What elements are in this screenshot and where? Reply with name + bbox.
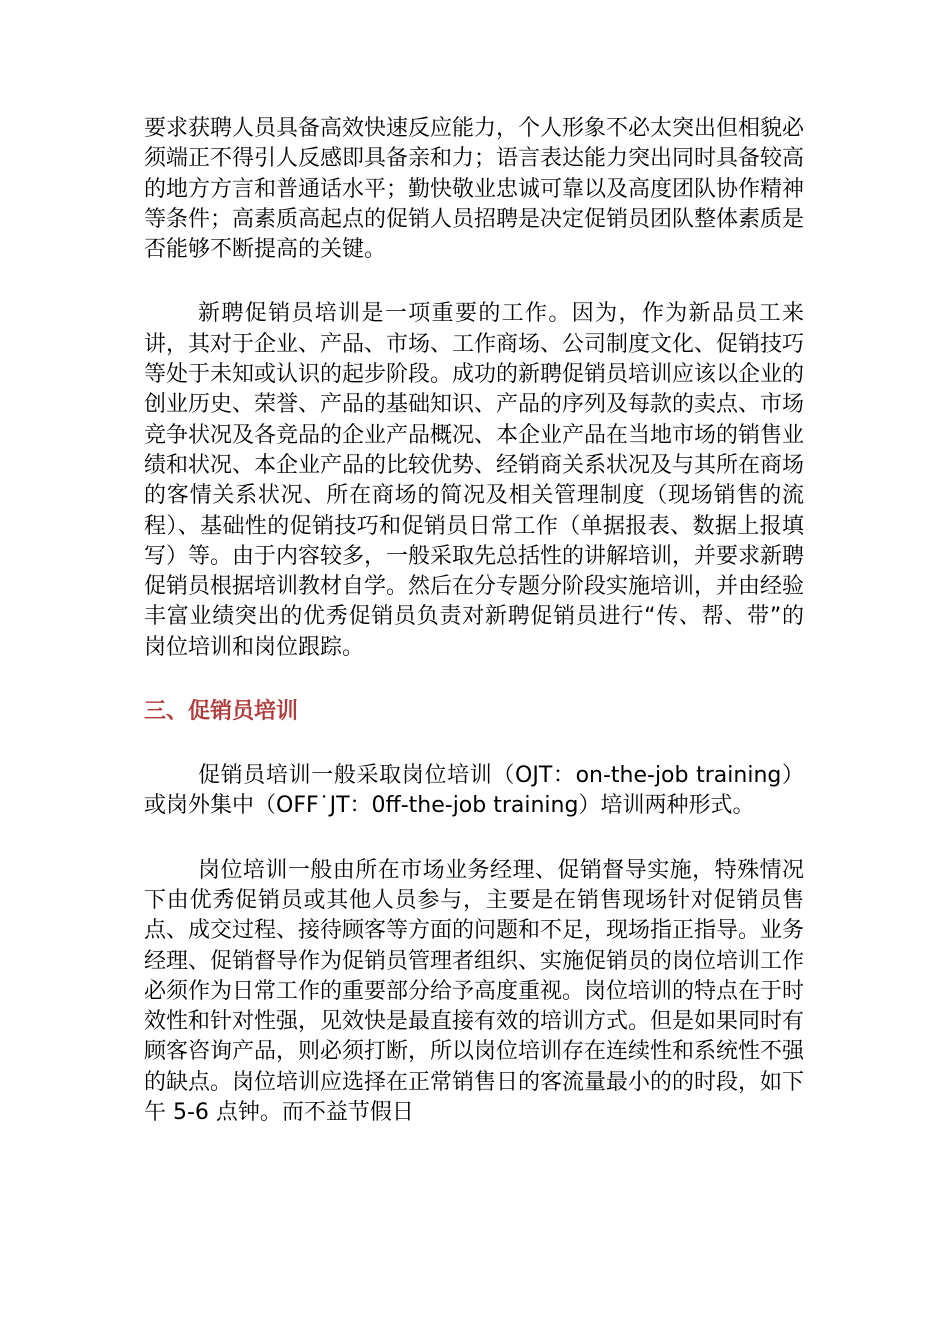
paragraph-on-the-job-training: 岗位培训一般由所在市场业务经理、促销督导实施，特殊情况下由优秀促销员或其他人员参与，主要是在销售现场针对促销员售点、成交过程、接待顾客等方面的问题和不足，现场指正指导。业务经理、促销督导作为促销员管理者组织、实施促销员的岗位培训工作必须作为日常工作的重要部分给予高度重视。岗位培训的特点在于时效性和针对性强，见效快是最直接有效的培训方式。但是如果同时有顾客咨询产品，则必须打断，所以岗位培训存在连续性和系统性不强的缺点。岗位培训应选择在正常销售日的客流量最小的的时段，如下午 5-6 点钟。而不益节假日: [144, 857, 805, 1126]
paragraph-training-forms: 促销员培训一般采取岗位培训（OJT：on-the-job training）或岗外集中（OFF˙JT：0ff-the-job training）培训两种形式。: [144, 763, 804, 819]
paragraph-recruitment-requirements: 要求获聘人员具备高效快速反应能力，个人形象不必太突出但相貌必须端正不得引人反感即具备亲和力；语言表达能力突出同时具备较高的地方方言和普通话水平；勤快敬业忠诚可靠以及高度团队协作精神等条件；高素质高起点的促销人员招聘是决定促销员团队整体素质是否能够不断提高的关键。: [144, 116, 805, 263]
paragraph-new-hire-training: 新聘促销员培训是一项重要的工作。因为，作为新品员工来讲，其对于企业、产品、市场、工作商场、公司制度文化、促销技巧等处于未知或认识的起步阶段。成功的新聘促销员培训应该以企业的创业历史、荣誉、产品的基础知识、产品的序列及每款的卖点、市场竞争状况及各竞品的企业产品概况、本企业产品在当地市场的销售业绩和状况、本企业产品的比较优势、经销商关系状况及与其所在商场的客情关系状况、所在商场的简况及相关管理制度（现场销售的流程）、基础性的促销技巧和促销员日常工作（单据报表、数据上报填写）等。由于内容较多，一般采取先总括性的讲解培训，并要求新聘促销员根据培训教材自学。然后在分专题分阶段实施培训，并由经验丰富业绩突出的优秀促销员负责对新聘促销员进行“传、帮、带”的岗位培训和岗位跟踪。: [144, 301, 805, 660]
document-body: [144, 114, 804, 1128]
section-heading: 三、促销员培训: [144, 699, 299, 725]
